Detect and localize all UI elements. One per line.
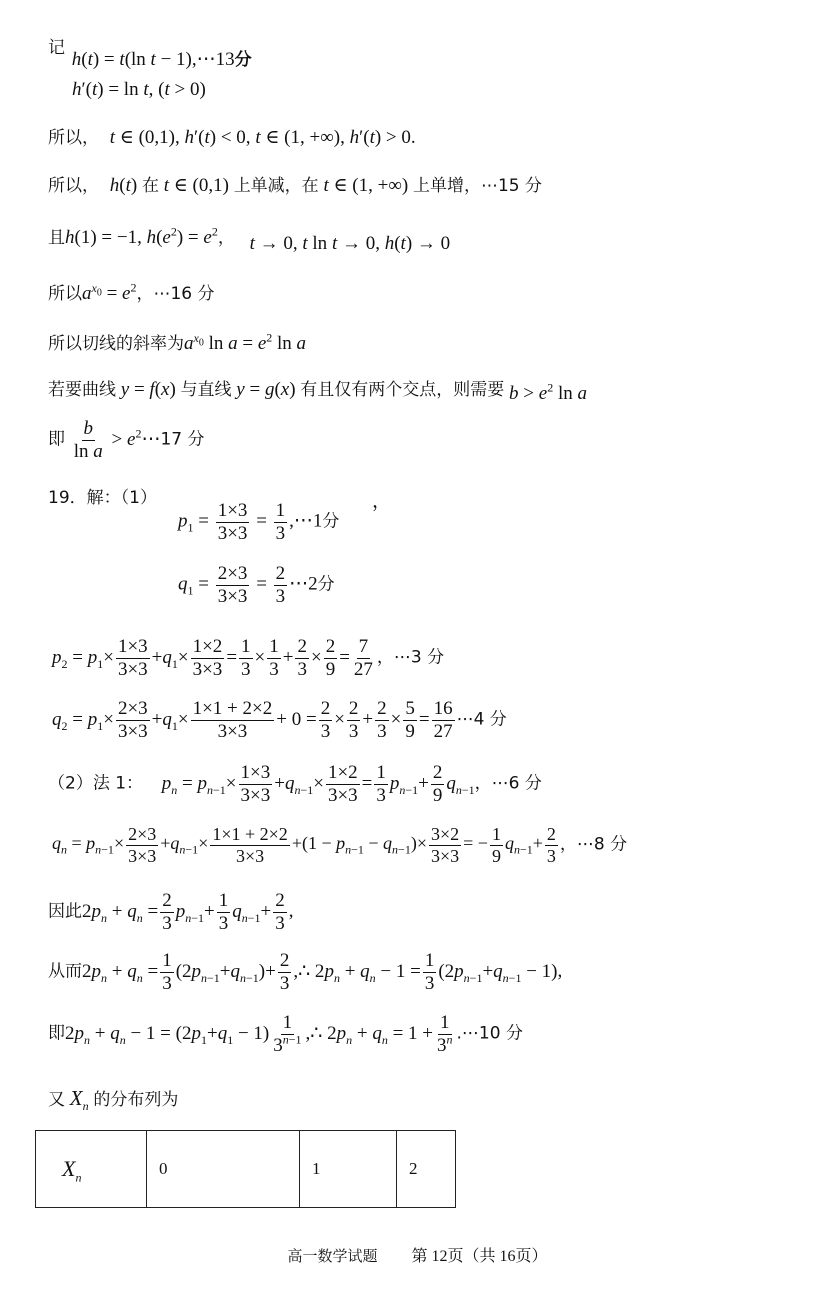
header-comma: ， (372, 491, 392, 512)
table-header-xn: $X_n$ (36, 1131, 147, 1208)
eq-combined: 因此$2p_n + q_n$ = $\frac{2}{3}$ $p_{n-1}+$ $\frac{1}{3}$ $q_{n-1}+$ $\frac{2}{3}$ , (48, 890, 294, 934)
line-condition: 若要曲线 y = f(x) 与直线 y = g(x) 有且仅有两个交点，则需要 $b > e^2$ ln a (48, 379, 587, 404)
method-1-label: （2）法 1： (48, 773, 144, 794)
eq-q2: $q_2 = p_1\times$ $\frac{2\times 3}{3\times 3}$ $+q_1\times$ $\frac{1\times 1 + 2\times 2}{3\times 3}$ + 0 = $\frac{2}{3}$ × $\frac{2}{3}$ + $\frac{2}{3}$ × $\frac{5}{9}$ = $\frac{16}{27}$ ⋯4 分 (52, 698, 507, 742)
line-distribution-intro: 又 $X_n$ 的分布列为 (48, 1086, 179, 1114)
eq-p1: $p_1$ = $\frac{1\times 3}{3\times 3}$ = $\frac{1}{3}$ ,⋯1分 (178, 500, 340, 544)
score-8: ，⋯8 分 (559, 834, 628, 855)
table-cell: 0 (147, 1131, 300, 1208)
math-h-def: h(t) = t(ln t − 1),⋯13 (71, 49, 235, 70)
eq-p2: $p_2 = p_1\times$ $\frac{1\times 3}{3\times 3}$ $+q_1\times$ $\frac{1\times 2}{3\times 3}$ = $\frac{1}{3}$ × $\frac{1}{3}$ + $\frac{2}{3}$ × $\frac{2}{9}$ = $\frac{7}{27}$ ，⋯3 分 (52, 636, 445, 680)
math-sign: t ∈ (0,1), h′(t) < 0, t ∈ (1, +∞), h′(t) > 0. (109, 127, 416, 148)
line-monotonic-sign: 所以， t ∈ (0,1), h′(t) < 0, t ∈ (1, +∞), h′(t) > 0. (48, 127, 416, 148)
eq-closed-form: 即$2p_n + q_n - 1 = (2p_1+q_1 - 1)$ $\frac{1}{3^{n-1}}$ ,∴ $2p_n + q_n = 1$ + $\frac{1}{3^n}$ .⋯10 分 (48, 1012, 523, 1056)
line-monotonic: 所以， h(t) 在 t ∈ (0,1) 上单减，在 t ∈ (1, +∞) 上单增，⋯15 分 (48, 175, 542, 196)
eq-qn: $q_n = p_{n-1}\times$ $\frac{2\times 3}{3\times 3}$ $+q_{n-1}\times$ $\frac{1\times 1 + 2\times 2}{3\times 3}$ $+(1 - p_{n-1} - q_{n-1})\times$ $\frac{3\times 2}{3\times 3}$ = − $\frac{1}{9}$ $q_{n-1}+$ $\frac{2}{3}$ ，⋯8 分 (52, 824, 628, 866)
fraction-b-over-lna: $\frac{b}{\text{ln a}}$ (73, 418, 103, 462)
score-6: ，⋯6 分 (474, 773, 542, 794)
line-slope: 所以切线的斜率为$a^{x_0}$ $\ln a = e^2$ ln a (48, 330, 307, 354)
score-15: ⋯15 分 (480, 176, 542, 196)
score-16: ，⋯16 分 (136, 284, 215, 304)
line-a-x0: 所以$a^{x_0} = e^2$，⋯16 分 (48, 280, 215, 304)
table-cell: 2 (397, 1131, 456, 1208)
text-ji: 记 (48, 38, 65, 58)
footer-subject: 高一数学试题 (287, 1247, 378, 1265)
line-h-values: 且h(1) = −1, $h(e^2) = e^2$， t → 0, t ln t → 0, h(t) → 0 (48, 224, 451, 254)
eq-pn: （2）法 1： $p_n = p_{n-1}\times$ $\frac{1\times 3}{3\times 3}$ $+q_{n-1}\times$ $\frac{1\times 2}{3\times 3}$ = $\frac{1}{3}$ $p_{n-1}+$ $\frac{2}{9}$ $q_{n-1}$，⋯6 分 (48, 762, 542, 806)
table-cell: 1 (300, 1131, 397, 1208)
score-13: 分 (234, 50, 252, 70)
eq-recurrence: 从而$2p_n + q_n$ = $\frac{1}{3}$ $(2p_{n-1}+q_{n-1})+$ $\frac{2}{3}$ ,∴ $2p_n + q_n - 1$ = $\frac{1}{3}$ $(2p_{n-1}+q_{n-1} - 1)$, (48, 950, 563, 994)
score-10: .⋯10 分 (456, 1023, 523, 1044)
score-4: ⋯4 分 (456, 709, 507, 730)
score-17: 17 分 (160, 429, 205, 450)
page-footer (0, 1243, 835, 1266)
score-3: ，⋯3 分 (376, 647, 445, 668)
eq-q1: $q_1$ = $\frac{2\times 3}{3\times 3}$ = $\frac{2}{3}$ ⋯2分 (178, 563, 335, 607)
table-row (36, 1131, 456, 1208)
line-h-def (48, 38, 252, 70)
line-conclusion: 即 $\frac{b}{\text{ln a}}$ > $e^2\cdots 17$ 分 (48, 418, 205, 462)
question-19-header: 19．解：（1） (48, 488, 157, 508)
line-h-prime: h′(t) = ln t, (t > 0) (72, 79, 206, 100)
footer-page-number: 第 12页（共 16页） (411, 1248, 548, 1265)
distribution-table (35, 1130, 456, 1208)
